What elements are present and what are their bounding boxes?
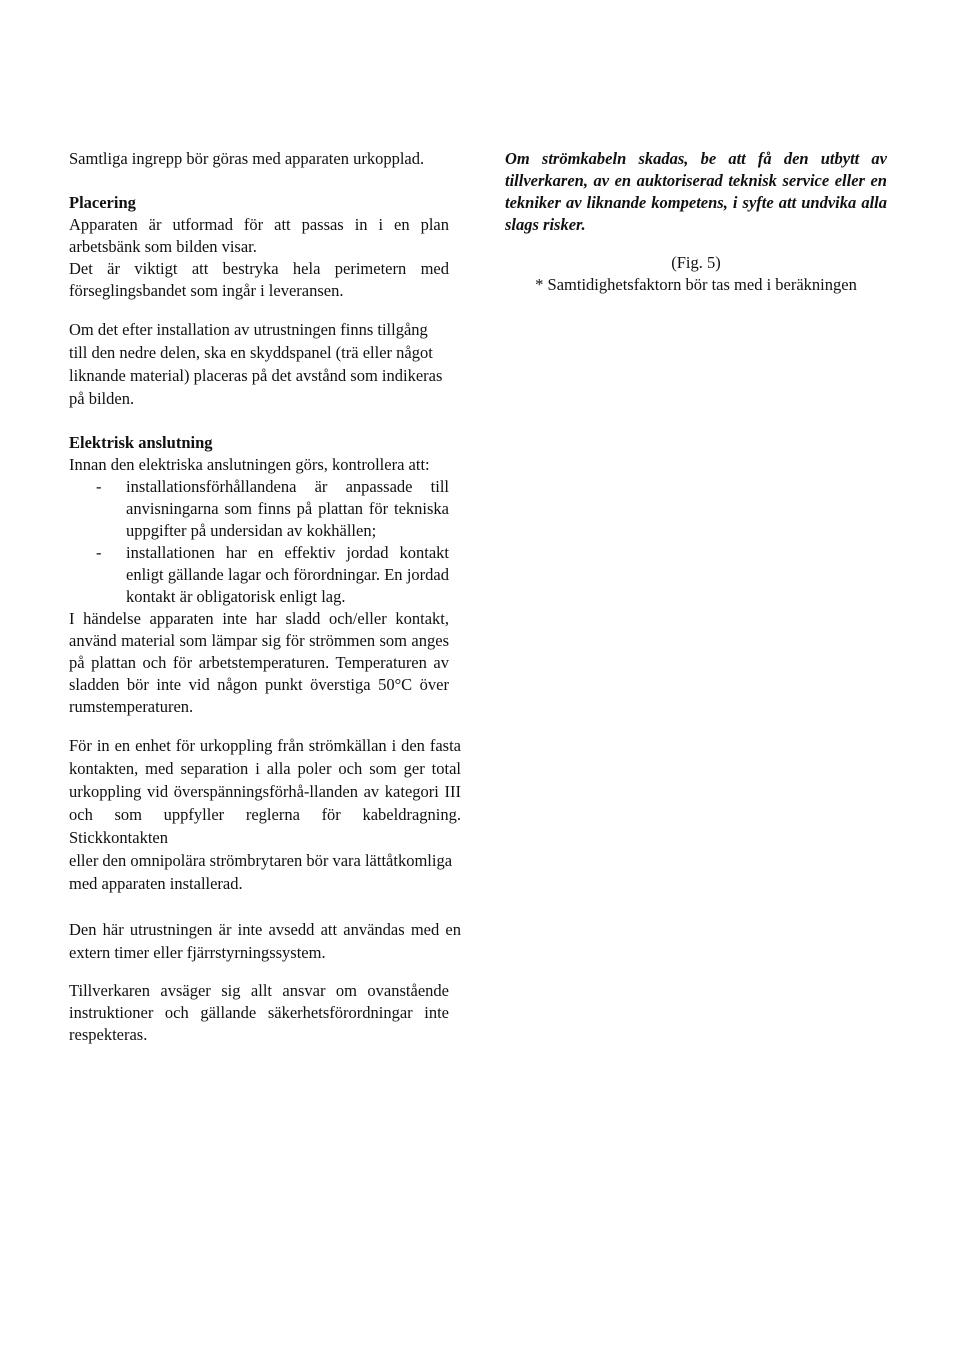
list-item-text: installationsförhållandena är anpassade till anvisningarna som finns på plattan för tekniska uppgifter på undersidan av kokhällen; xyxy=(126,477,449,540)
requirements-list xyxy=(69,476,449,608)
disconnect-block xyxy=(69,734,461,895)
placement-paragraph-2: Det är viktigt att bestryka hela perimetern med förseglingsbandet som ingår i leveransen. xyxy=(69,259,449,300)
list-item xyxy=(69,542,449,608)
cable-paragraph: I händelse apparaten inte har sladd och/eller kontakt, använd material som lämpar sig för strömmen som anges på plattan och för arbetstemperaturen. Temperaturen av sladden bör inte vid någon punkt överstiga 50°C över rumstemperaturen. xyxy=(69,609,449,716)
figure-caption: (Fig. 5) xyxy=(671,253,721,272)
dash-bullet: - xyxy=(96,543,102,562)
disconnect-paragraph-a: För in en enhet för urkoppling från strömkällan i den fasta kontakten, med separation i alla poler och som ger total urkoppling vid överspänningsförhå-llanden av kategori III och som uppfyller reglerna för kabeldragning. Stickkontakten xyxy=(69,736,461,847)
cable-warning: Om strömkabeln skadas, be att få den utbytt av tillverkaren, av en auktoriserad teknisk service eller en tekniker av liknande kompetens, i syfte att undvika alla slags risker. xyxy=(505,149,887,234)
right-column xyxy=(505,148,887,296)
electrical-intro: Innan den elektriska anslutningen görs, kontrollera att: xyxy=(69,455,430,474)
intro-paragraph: Samtliga ingrepp bör göras med apparaten urkopplad. xyxy=(69,149,425,168)
list-item xyxy=(69,476,449,542)
placement-paragraph-1: Apparaten är utformad för att passas in i en plan arbetsbänk som bilden visar. xyxy=(69,215,449,256)
timer-paragraph: Den här utrustningen är inte avsedd att användas med en extern timer eller fjärrstyrningssystem. xyxy=(69,920,461,962)
list-item-text: installationen har en effektiv jordad kontakt enligt gällande lagar och förordningar. En jordad kontakt är obligatorisk enligt lag. xyxy=(126,543,449,606)
electrical-heading: Elektrisk anslutning xyxy=(69,433,213,452)
footnote: * Samtidighetsfaktorn bör tas med i beräkningen xyxy=(535,275,857,294)
left-column xyxy=(69,148,461,1046)
placement-heading: Placering xyxy=(69,193,136,212)
disconnect-paragraph-b: eller den omnipolära strömbrytaren bör vara lättåtkomliga med apparaten installerad. xyxy=(69,851,453,893)
placement-paragraph-3: Om det efter installation av utrustningen finns tillgång till den nedre delen, ska en skyddspanel (trä eller något liknande material) placeras på det avstånd som indikeras på bilden. xyxy=(69,320,443,408)
dash-bullet: - xyxy=(96,477,102,496)
liability-paragraph: Tillverkaren avsäger sig allt ansvar om ovanstående instruktioner och gällande säkerhetsförordningar inte respekteras. xyxy=(69,981,449,1044)
